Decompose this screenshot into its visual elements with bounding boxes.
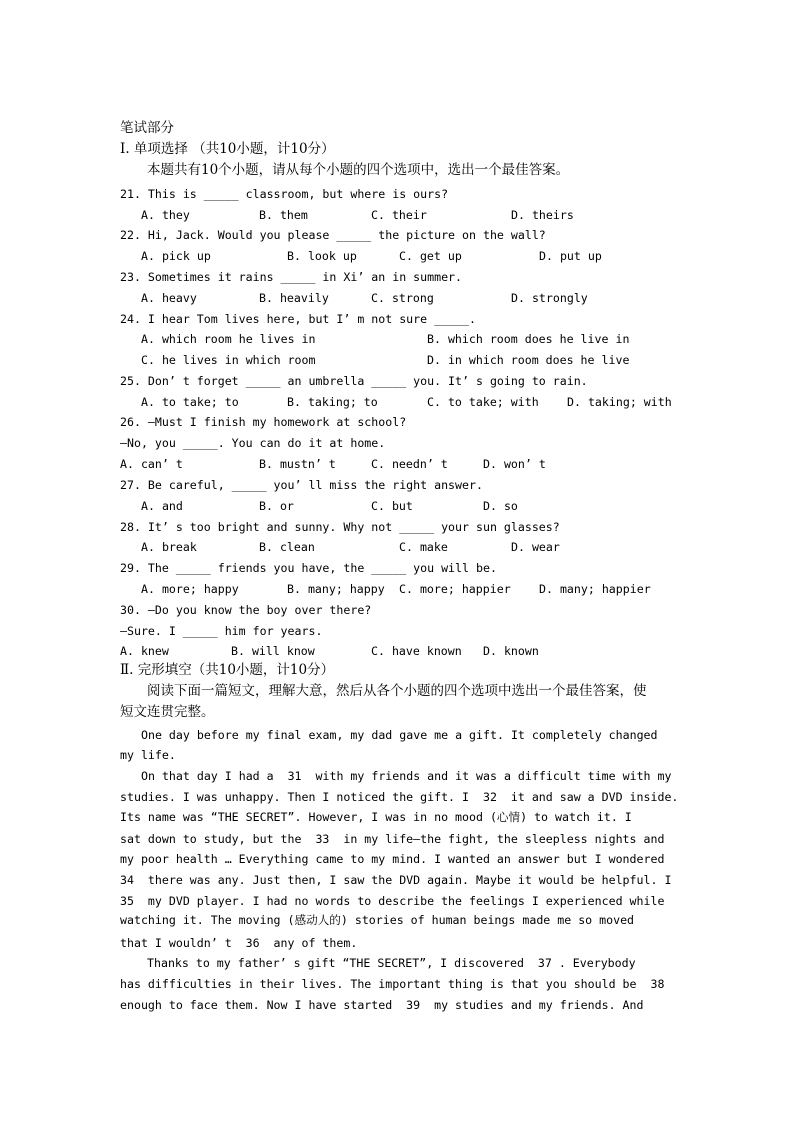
q28-option-c: C. make <box>399 540 448 554</box>
q22-option-c: C. get up <box>399 249 462 263</box>
question-30-stem-reply: —Sure. I _____ him for years. <box>120 624 323 638</box>
question-30-stem: 30. —Do you know the boy over there? <box>120 603 372 617</box>
passage-line: my life. <box>120 748 176 762</box>
q30-option-b: B. will know <box>231 644 315 658</box>
q25-option-b: B. taking; to <box>287 395 378 409</box>
q21-option-c: C. their <box>371 208 427 222</box>
q21-option-a: A. they <box>141 208 190 222</box>
q24-option-b: B. which room does he live in <box>427 332 630 346</box>
q27-option-d: D. so <box>483 499 518 513</box>
question-26-stem-reply: —No, you _____. You can do it at home. <box>120 436 386 450</box>
passage-line: sat down to study, but the 33 in my life—the fight, the sleepless nights and <box>120 832 665 846</box>
q23-option-c: C. strong <box>371 291 434 305</box>
passage-line: studies. I was unhappy. Then I noticed the gift. I 32 it and saw a DVD inside. <box>120 790 679 804</box>
q26-option-b: B. mustn’ t <box>259 457 336 471</box>
q21-option-b: B. them <box>259 208 308 222</box>
section-2-title: Ⅱ. 完形填空（共10小题，计10分） <box>120 662 335 678</box>
question-23-stem: 23. Sometimes it rains _____ in Xi’ an in summer. <box>120 270 463 284</box>
passage-line: watching it. The moving (感动人的) stories of human beings made me so moved <box>120 913 635 927</box>
q23-option-a: A. heavy <box>141 291 197 305</box>
question-24-stem: 24. I hear Tom lives here, but I’ m not sure _____. <box>120 312 476 326</box>
q25-option-c: C. to take; with <box>427 395 539 409</box>
passage-line: enough to face them. Now I have started 39 my studies and my friends. And <box>120 998 644 1012</box>
passage-line: 35 my DVD player. I had no words to describe the feelings I experienced while <box>120 894 665 908</box>
question-28-stem: 28. It’ s too bright and sunny. Why not _____ your sun glasses? <box>120 520 560 534</box>
q22-option-d: D. put up <box>539 249 602 263</box>
q27-option-a: A. and <box>141 499 183 513</box>
q27-option-b: B. or <box>259 499 294 513</box>
passage-line: that I wouldn’ t 36 any of them. <box>120 936 358 950</box>
q22-option-b: B. look up <box>287 249 357 263</box>
passage-line: has difficulties in their lives. The important thing is that you should be 38 <box>120 977 665 991</box>
written-part-heading: 笔试部分 <box>120 120 174 136</box>
passage-line: One day before my final exam, my dad gave me a gift. It completely changed <box>141 728 658 742</box>
q28-option-d: D. wear <box>511 540 560 554</box>
q29-option-a: A. more; happy <box>141 582 239 596</box>
q30-option-d: D. known <box>483 644 539 658</box>
q22-option-a: A. pick up <box>141 249 211 263</box>
q28-option-a: A. break <box>141 540 197 554</box>
q27-option-c: C. but <box>371 499 413 513</box>
q30-option-a: A. knew <box>120 644 169 658</box>
q23-option-d: D. strongly <box>511 291 588 305</box>
question-27-stem: 27. Be careful, _____ you’ ll miss the right answer. <box>120 478 483 492</box>
passage-line: 34 there was any. Just then, I saw the DVD again. Maybe it would be helpful. I <box>120 873 672 887</box>
q30-option-c: C. have known <box>371 644 462 658</box>
passage-line: Thanks to my father’ s gift “THE SECRET”, I discovered 37 . Everybody <box>147 956 636 970</box>
section-2-instructions-line-2: 短文连贯完整。 <box>120 704 215 720</box>
q25-option-a: A. to take; to <box>141 395 239 409</box>
question-22-stem: 22. Hi, Jack. Would you please _____ the picture on the wall? <box>120 228 546 242</box>
q29-option-d: D. many; happier <box>539 582 651 596</box>
question-29-stem: 29. The _____ friends you have, the _____ you will be. <box>120 561 497 575</box>
q26-option-d: D. won’ t <box>483 457 546 471</box>
question-25-stem: 25. Don’ t forget _____ an umbrella _____ you. It’ s going to rain. <box>120 374 588 388</box>
q25-option-d: D. taking; with <box>567 395 672 409</box>
passage-line: my poor health … Everything came to my mind. I wanted an answer but I wondered <box>120 852 665 866</box>
q28-option-b: B. clean <box>259 540 315 554</box>
section-2-instructions-line-1: 阅读下面一篇短文，理解大意，然后从各个小题的四个选项中选出一个最佳答案，使 <box>147 683 647 699</box>
question-21-stem: 21. This is _____ classroom, but where is ours? <box>120 187 449 201</box>
q21-option-d: D. theirs <box>511 208 574 222</box>
section-1-title: Ⅰ. 单项选择 （共10小题，计10分） <box>120 141 335 157</box>
q26-option-c: C. needn’ t <box>371 457 448 471</box>
question-26-stem: 26. —Must I finish my homework at school? <box>120 415 407 429</box>
q29-option-b: B. many; happy <box>287 582 385 596</box>
passage-line: On that day I had a 31 with my friends and it was a difficult time with my <box>141 769 672 783</box>
q24-option-c: C. he lives in which room <box>141 353 316 367</box>
q26-option-a: A. can’ t <box>120 457 183 471</box>
q24-option-a: A. which room he lives in <box>141 332 316 346</box>
section-1-instructions: 本题共有10个小题，请从每个小题的四个选项中，选出一个最佳答案。 <box>147 162 570 178</box>
q29-option-c: C. more; happier <box>399 582 511 596</box>
q23-option-b: B. heavily <box>259 291 329 305</box>
passage-line: Its name was “THE SECRET”. However, I was in no mood (心情) to watch it. I <box>120 810 632 824</box>
q24-option-d: D. in which room does he live <box>427 353 630 367</box>
